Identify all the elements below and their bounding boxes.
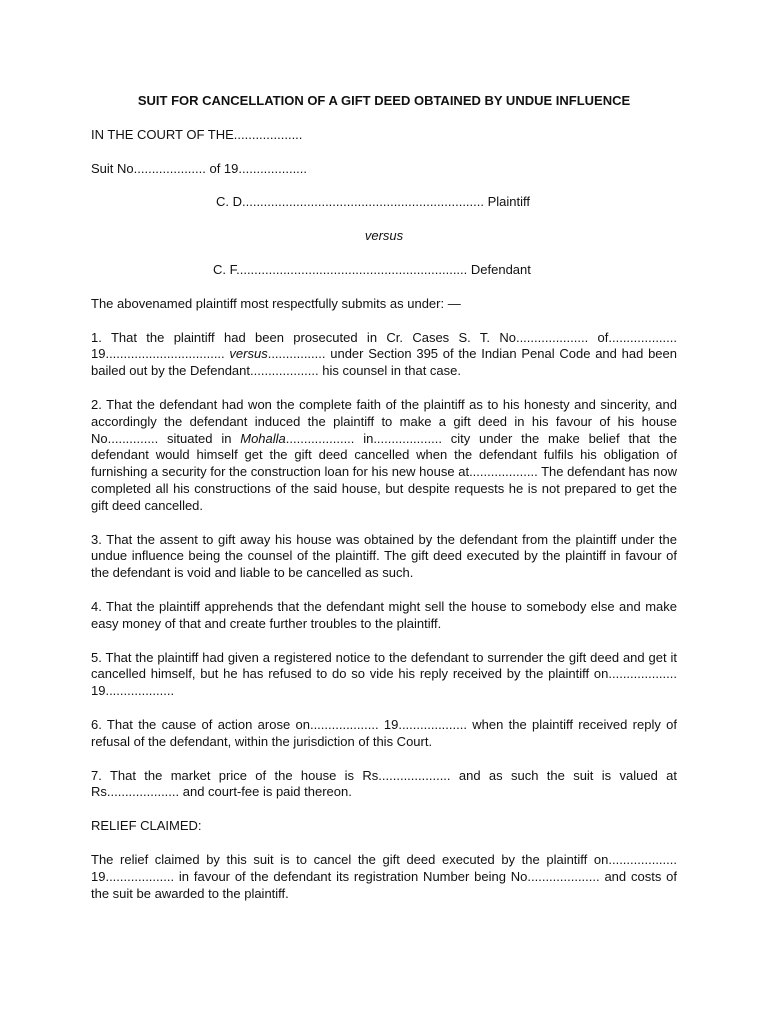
- court-line: IN THE COURT OF THE...................: [91, 126, 303, 142]
- document-title: SUIT FOR CANCELLATION OF A GIFT DEED OBTAINED BY UNDUE INFLUENCE: [137, 93, 631, 108]
- defendant-line: C. F................................................................ Defendant: [213, 261, 531, 277]
- paragraph-5: 5. That the plaintiff had given a registered notice to the defendant to surrender the gift deed and get it cancelled himself, but he has refused to do so vide his reply received by the plaintiff on................... 19...................: [91, 649, 677, 699]
- versus-label: versus: [364, 228, 404, 244]
- paragraph-1-part-a: 1. That the plaintiff had been prosecuted in Cr. Cases S. T. No.................... of................... 19.................................: [91, 329, 677, 362]
- paragraph-2-part-b: ................... in................... city under the make belief that the defendant would himself get the gift deed cancelled when the defendant fulfils his obligation of furnishing a security for the construction loan for his new house at................... The defendant has now completed all his constructions of the said house, but despite requests he is not prepared to get the gift deed cancelled.: [91, 430, 677, 513]
- paragraph-7: 7. That the market price of the house is Rs.................... and as such the suit is valued at Rs.................... and court-fee is paid thereon.: [91, 767, 677, 800]
- paragraph-6: 6. That the cause of action arose on................... 19................... when the plaintiff received reply of refusal of the defendant, within the jurisdiction of this Court.: [91, 716, 677, 749]
- paragraph-1: [91, 330, 677, 380]
- relief-text: The relief claimed by this suit is to cancel the gift deed executed by the plaintiff on................... 19................... in favour of the defendant its registration Number being No.................... and costs of the suit be awarded to the plaintiff.: [91, 851, 677, 901]
- suit-number-line: Suit No.................... of 19...................: [91, 160, 308, 176]
- intro-statement: The abovenamed plaintiff most respectfully submits as under: —: [91, 295, 461, 311]
- plaintiff-line: C. D................................................................... Plaintiff: [216, 194, 530, 210]
- paragraph-2-mohalla: Mohalla: [240, 430, 286, 446]
- paragraph-2-part-a: 2. That the defendant had won the complete faith of the plaintiff as to his honesty and sincerity, and accordingly the defendant induced the plaintiff to make a gift deed in his favour of his house No.............. situated in: [91, 396, 677, 446]
- paragraph-3: 3. That the assent to gift away his house was obtained by the defendant from the plaintiff under the undue influence being the counsel of the plaintiff. The gift deed executed by the plaintiff in favour of the defendant is void and liable to be cancelled as such.: [91, 531, 677, 581]
- paragraph-4: 4. That the plaintiff apprehends that the defendant might sell the house to somebody else and make easy money of that and create further troubles to the plaintiff.: [91, 598, 677, 631]
- relief-heading: RELIEF CLAIMED:: [91, 818, 202, 834]
- paragraph-2: [91, 397, 677, 515]
- paragraph-1-part-b: ................ under Section 395 of the Indian Penal Code and had been bailed out by the Defendant................... his counsel in that case.: [91, 346, 678, 379]
- paragraph-1-versus: versus: [229, 346, 268, 362]
